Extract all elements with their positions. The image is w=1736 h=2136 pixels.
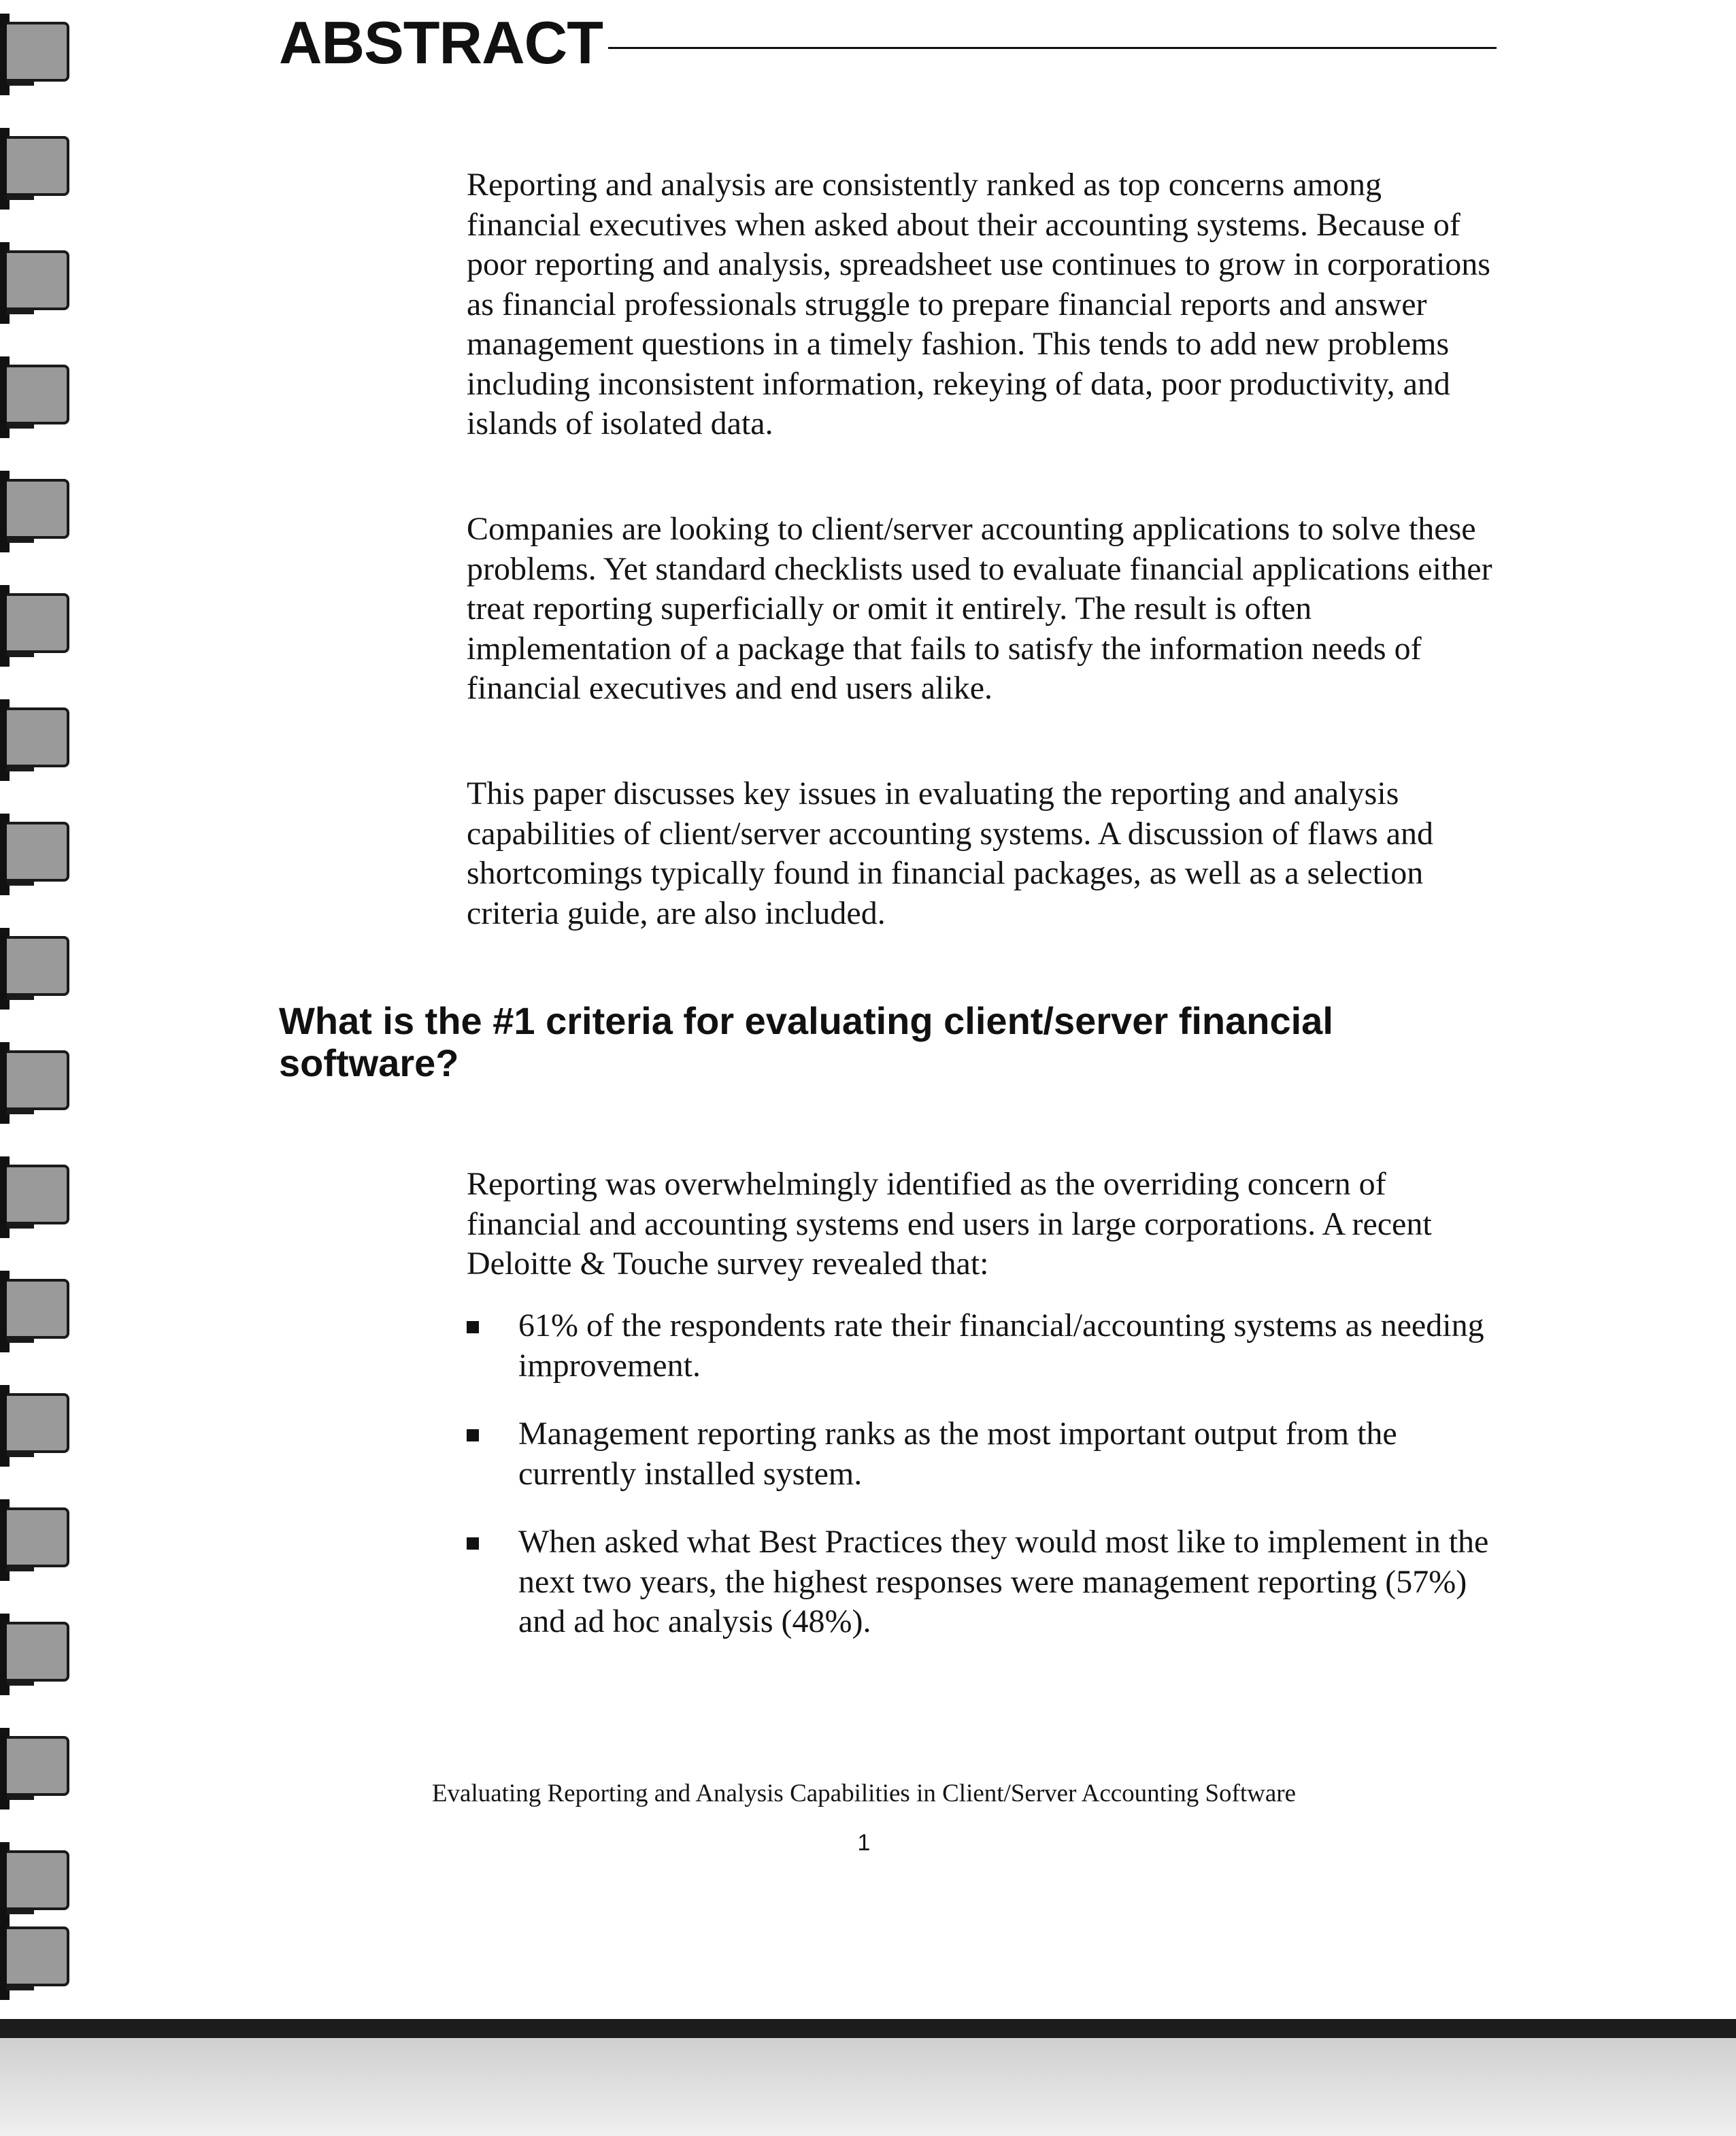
binding-ring [0,242,68,324]
binding-ring [0,699,68,781]
square-bullet-icon [467,1537,479,1550]
binding-ring [0,1842,68,1924]
title-rule [608,47,1497,49]
abstract-title-text: ABSTRACT [279,9,603,76]
survey-findings-list [467,1306,1501,1671]
list-item [467,1414,1501,1494]
abstract-paragraph-1: Reporting and analysis are consistently ranked as top concerns among financial executives when asked about their accounting systems. Because of poor reporting and analysis, spreadsheet use continues to grow in corporations as financial professionals struggle to prepare financial reports and answer management questions in a timely fashion. This tends to add new problems including inconsistent information, rekeying of data, poor productivity, and islands of isolated data. [467,167,1490,441]
page-number: 1 [857,1830,871,1856]
binding-ring [0,585,68,667]
list-item-text: When asked what Best Practices they would most like to implement in the next two years, the highest responses were management reporting (57%) and ad hoc analysis (48%). [518,1524,1489,1639]
list-item [467,1522,1501,1642]
binding-ring [0,1499,68,1581]
binding-ring [0,14,68,95]
binding-ring [0,1042,68,1124]
scan-background [0,2038,1736,2136]
section-heading: What is the #1 criteria for evaluating client/server financial software? [279,999,1333,1084]
binding-ring [0,1385,68,1467]
list-item [467,1306,1501,1386]
abstract-title [279,9,1497,76]
page-footer: Evaluating Reporting and Analysis Capabilities in Client/Server Accounting Software [431,1780,1297,1807]
binding-ring [0,1271,68,1352]
spiral-binding [0,0,75,2027]
binding-ring [0,128,68,210]
square-bullet-icon [467,1321,479,1333]
square-bullet-icon [467,1429,479,1441]
list-item-text: 61% of the respondents rate their financial/accounting systems as needing improvement. [518,1307,1484,1384]
page-edge-shadow [0,2019,1736,2038]
binding-ring [0,1156,68,1238]
abstract-paragraph-3: This paper discusses key issues in evaluating the reporting and analysis capabilities of client/server accounting systems. A discussion of flaws and shortcomings typically found in financial packages, as well as a selection criteria guide, are also included. [467,775,1434,931]
list-item-text: Management reporting ranks as the most important output from the currently installed system. [518,1416,1397,1492]
abstract-paragraph-2: Companies are looking to client/server accounting applications to solve these problems. Yet standard checklists used to evaluate financial applications either treat reporting superficially or omit it entirely. The result is often implementation of a package that fails to satisfy the information needs of financial executives and end users alike. [467,511,1492,706]
binding-ring [0,928,68,1009]
binding-ring [0,814,68,895]
section-intro-paragraph: Reporting was overwhelmingly identified as the overriding concern of financial and accounting systems end users in large corporations. A recent Deloitte & Touche survey revealed that: [467,1166,1432,1282]
binding-ring [0,1614,68,1695]
binding-ring [0,356,68,438]
binding-ring [0,1728,68,1809]
binding-ring [0,471,68,552]
binding-ring [0,1918,68,2000]
